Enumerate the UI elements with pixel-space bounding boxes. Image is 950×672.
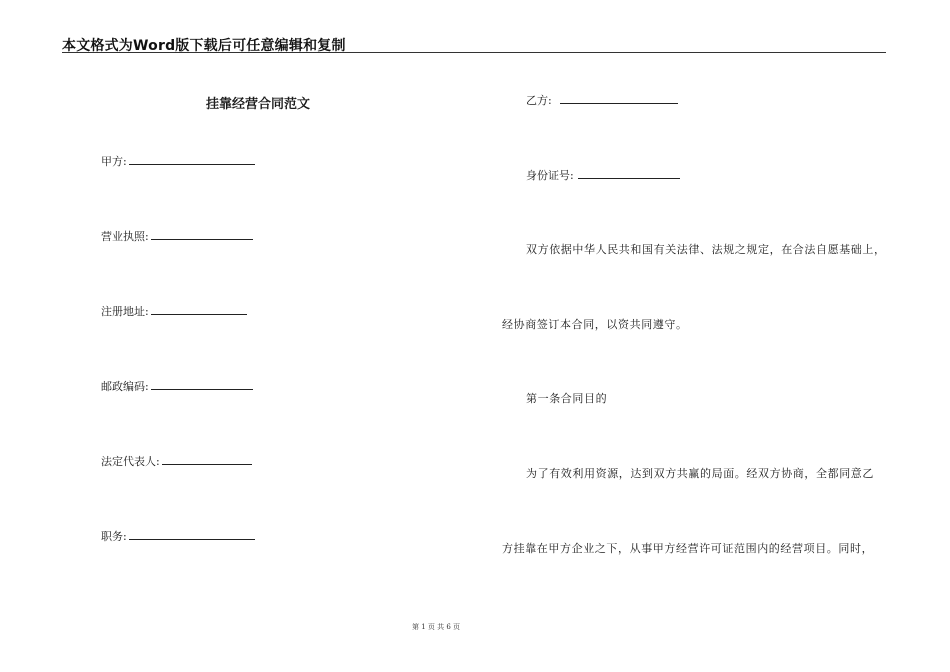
field-postal-code [101,379,253,394]
field-label: 乙方: [526,94,552,107]
fill-in-blank [560,93,678,104]
header-divider [62,52,886,53]
field-label: 注册地址: [101,305,149,318]
field-label: 甲方: [101,155,127,168]
fill-in-blank [129,529,255,540]
fill-in-blank [162,454,252,465]
field-registered-address [101,304,247,319]
fill-in-blank [151,304,247,315]
header-title: 本文格式为Word版下载后可任意编辑和复制 [62,38,346,54]
field-business-license [101,229,253,244]
field-label: 法定代表人: [101,455,160,468]
field-id-number [526,168,680,183]
field-label: 邮政编码: [101,380,149,393]
paragraph-line: 双方依据中华人民共和国有关法律、法规之规定，在合法自愿基础上， [526,243,886,256]
page-number: 第 1 页 共 6 页 [412,623,461,631]
paragraph-line: 为了有效利用资源，达到双方共赢的局面。经双方协商，全都同意乙 [526,467,874,480]
field-label: 职务: [101,530,127,543]
fill-in-blank [578,168,680,179]
article-heading: 第一条合同目的 [526,392,608,405]
field-party-a [101,154,255,169]
field-position [101,529,255,544]
field-label: 身份证号: [526,169,574,182]
field-party-b [526,93,678,108]
fill-in-blank [151,229,253,240]
field-label: 营业执照: [101,230,149,243]
paragraph-line: 方挂靠在甲方企业之下，从事甲方经营许可证范围内的经营项目。同时， [502,542,874,555]
fill-in-blank [129,154,255,165]
paragraph-line: 经协商签订本合同，以资共同遵守。 [502,318,688,331]
field-legal-representative [101,454,252,469]
document-title: 挂靠经营合同范文 [206,97,311,112]
fill-in-blank [151,379,253,390]
